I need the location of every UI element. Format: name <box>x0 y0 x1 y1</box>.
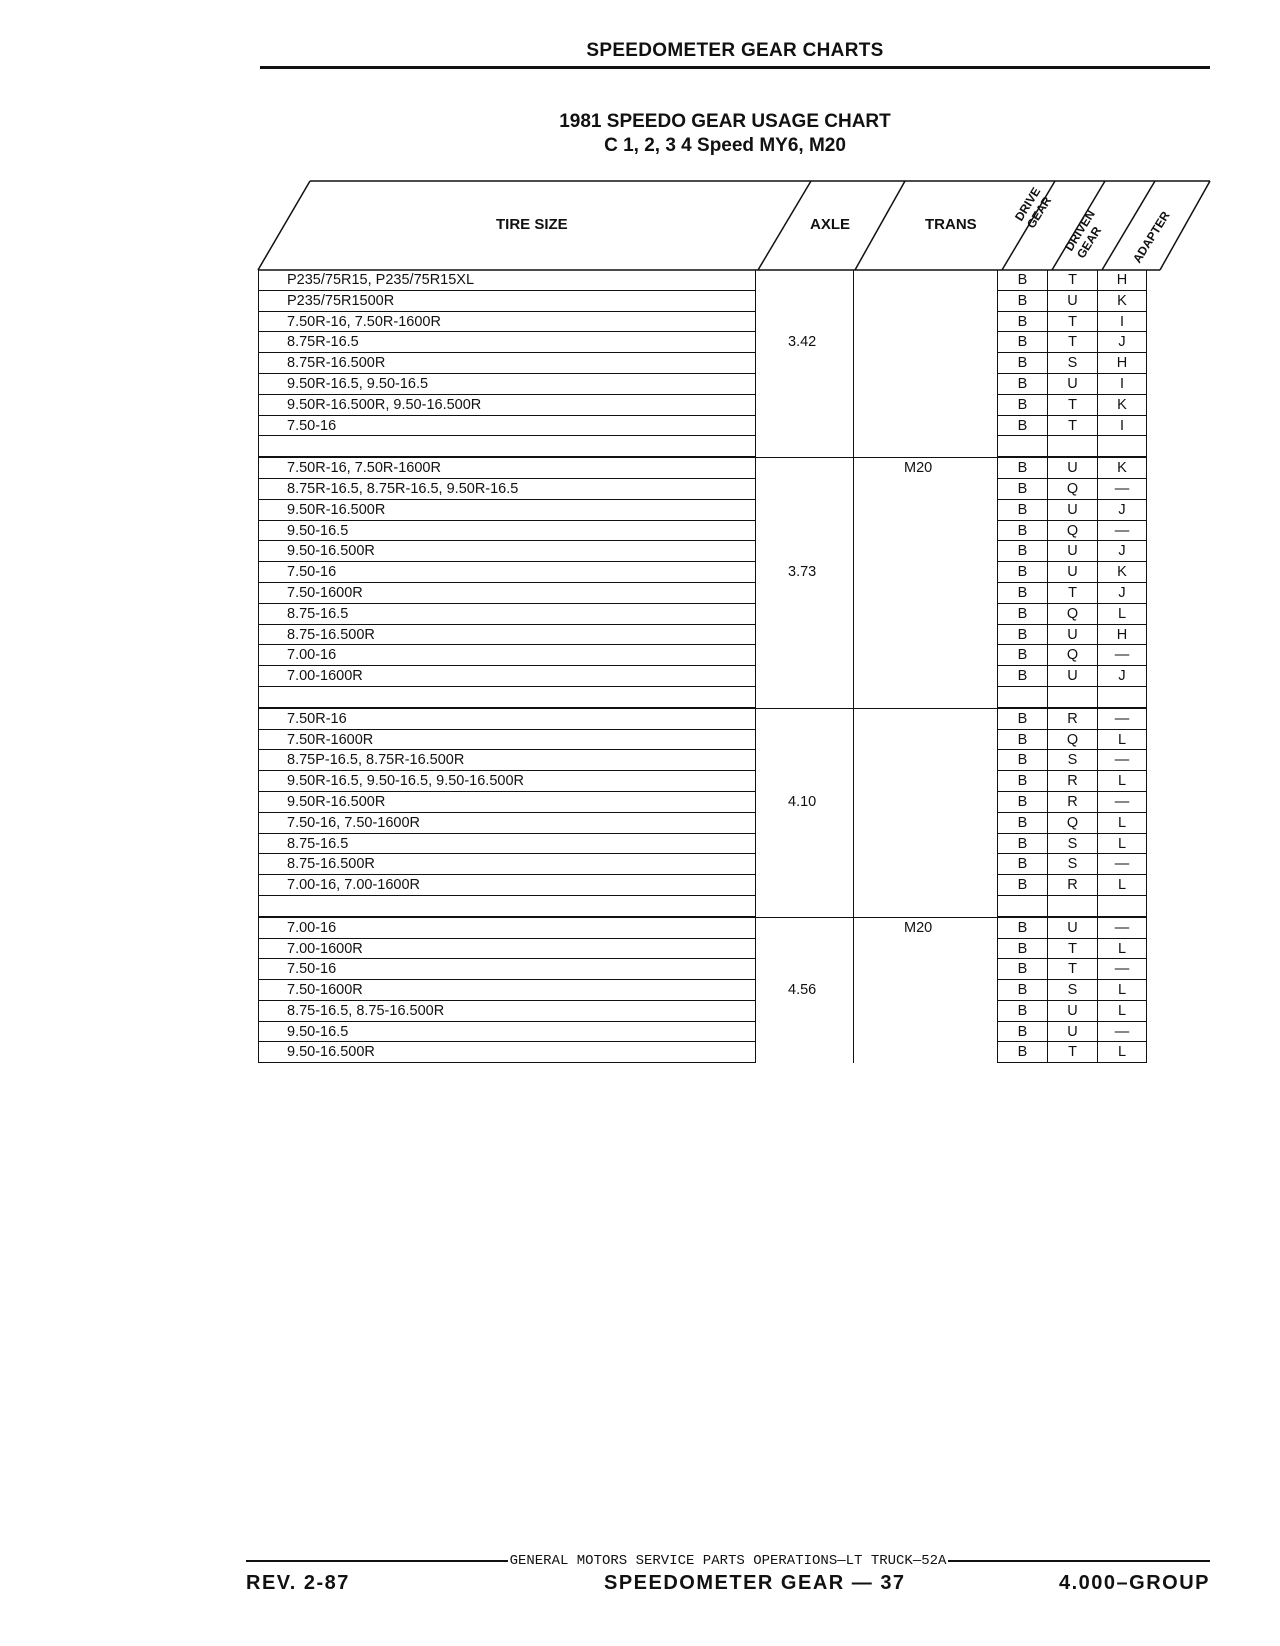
page-header: SPEEDOMETER GEAR CHARTS <box>586 40 884 61</box>
tire-size-cell: 8.75R-16.5 <box>259 332 755 353</box>
table-row <box>259 645 1147 666</box>
axle-cell <box>755 562 853 583</box>
trans-cell <box>853 312 997 333</box>
axle-cell <box>755 939 853 960</box>
tire-size-cell: 7.50R-16, 7.50R-1600R <box>259 458 755 479</box>
tire-size-cell: 7.00-1600R <box>259 939 755 960</box>
drive-gear-cell: B <box>997 750 1047 771</box>
driven-gear-cell: Q <box>1047 521 1097 542</box>
table-row <box>259 479 1147 500</box>
footer-group: 4.000–GROUP <box>1058 1572 1210 1594</box>
table-row <box>259 959 1147 980</box>
driven-gear-cell: U <box>1047 374 1097 395</box>
chart-title-line2: C 1, 2, 3 4 Speed MY6, M20 <box>604 135 846 156</box>
table-row <box>259 625 1147 646</box>
driven-gear-cell: Q <box>1047 813 1097 834</box>
axle-cell <box>755 479 853 500</box>
driven-gear-cell: T <box>1047 939 1097 960</box>
adapter-cell: I <box>1097 374 1147 395</box>
footer <box>246 1572 1210 1596</box>
tire-size-cell: 9.50-16.500R <box>259 541 755 562</box>
tire-size-cell: 8.75-16.5, 8.75-16.500R <box>259 1001 755 1022</box>
driven-gear-cell: R <box>1047 875 1097 896</box>
drive-gear-cell: B <box>997 645 1047 666</box>
adapter-cell: I <box>1097 312 1147 333</box>
drive-gear-cell: B <box>997 604 1047 625</box>
spacer-cell <box>755 687 853 708</box>
axle-cell <box>755 312 853 333</box>
drive-gear-cell: B <box>997 291 1047 312</box>
drive-gear-cell: B <box>997 541 1047 562</box>
spacer-cell <box>755 436 853 457</box>
axle-cell <box>755 730 853 751</box>
driven-gear-cell: U <box>1047 291 1097 312</box>
axle-cell <box>755 395 853 416</box>
adapter-cell: J <box>1097 666 1147 687</box>
tire-size-cell: 7.50-1600R <box>259 583 755 604</box>
tire-size-cell: 9.50-16.5 <box>259 521 755 542</box>
tire-size-cell: 9.50R-16.5, 9.50-16.5, 9.50-16.500R <box>259 771 755 792</box>
table-row <box>259 604 1147 625</box>
axle-cell <box>755 645 853 666</box>
adapter-cell: — <box>1097 479 1147 500</box>
adapter-cell: L <box>1097 730 1147 751</box>
tire-size-cell: 8.75R-16.5, 8.75R-16.5, 9.50R-16.5 <box>259 479 755 500</box>
trans-cell <box>853 939 997 960</box>
driven-gear-cell: T <box>1047 416 1097 437</box>
trans-cell <box>853 709 997 730</box>
spacer-cell <box>1047 436 1097 457</box>
drive-gear-cell: B <box>997 1001 1047 1022</box>
table-row <box>259 562 1147 583</box>
spacer-cell <box>259 687 755 708</box>
tire-size-cell: 7.00-16 <box>259 645 755 666</box>
axle-cell <box>755 1042 853 1063</box>
tire-size-cell: 8.75-16.5 <box>259 834 755 855</box>
adapter-cell: L <box>1097 1042 1147 1063</box>
axle-cell <box>755 270 853 291</box>
adapter-cell: — <box>1097 750 1147 771</box>
trans-cell <box>853 918 997 939</box>
trans-cell <box>853 875 997 896</box>
group-spacer-row <box>259 436 1147 457</box>
table-row <box>259 813 1147 834</box>
adapter-cell: L <box>1097 875 1147 896</box>
header-trans: TRANS <box>925 216 977 233</box>
header-tire-size: TIRE SIZE <box>496 216 568 233</box>
table-row <box>259 332 1147 353</box>
drive-gear-cell: B <box>997 332 1047 353</box>
trans-cell <box>853 270 997 291</box>
table-row <box>259 1022 1147 1043</box>
header-axle: AXLE <box>810 216 851 233</box>
axle-cell <box>755 291 853 312</box>
table-row <box>259 1042 1147 1063</box>
axle-cell <box>755 854 853 875</box>
adapter-cell: — <box>1097 792 1147 813</box>
trans-cell <box>853 353 997 374</box>
axle-cell <box>755 416 853 437</box>
axle-cell <box>755 834 853 855</box>
table-row <box>259 1001 1147 1022</box>
trans-cell <box>853 980 997 1001</box>
spacer-cell <box>1047 687 1097 708</box>
tire-size-cell: 9.50R-16.5, 9.50-16.5 <box>259 374 755 395</box>
adapter-cell: K <box>1097 562 1147 583</box>
table-row <box>259 521 1147 542</box>
driven-gear-cell: U <box>1047 1001 1097 1022</box>
trans-code: M20 <box>904 919 933 936</box>
driven-gear-cell: Q <box>1047 730 1097 751</box>
axle-ratio: 4.56 <box>788 982 817 999</box>
adapter-cell: — <box>1097 645 1147 666</box>
tire-size-cell: 9.50-16.5 <box>259 1022 755 1043</box>
axle-cell <box>755 353 853 374</box>
trans-cell <box>853 959 997 980</box>
trans-cell <box>853 1042 997 1063</box>
driven-gear-cell: T <box>1047 583 1097 604</box>
axle-cell <box>755 500 853 521</box>
table-row <box>259 270 1147 291</box>
trans-cell <box>853 291 997 312</box>
driven-gear-cell: U <box>1047 918 1097 939</box>
trans-cell <box>853 730 997 751</box>
axle-cell <box>755 374 853 395</box>
table-row <box>259 750 1147 771</box>
drive-gear-cell: B <box>997 562 1047 583</box>
trans-cell <box>853 479 997 500</box>
trans-cell <box>853 583 997 604</box>
table-row <box>259 312 1147 333</box>
driven-gear-cell: T <box>1047 312 1097 333</box>
tire-size-cell: 9.50R-16.500R <box>259 500 755 521</box>
spacer-cell <box>853 687 997 708</box>
tire-size-cell: 7.00-1600R <box>259 666 755 687</box>
axle-cell <box>755 918 853 939</box>
table-row <box>259 792 1147 813</box>
axle-cell <box>755 541 853 562</box>
table-row <box>259 457 1147 479</box>
table-row <box>259 291 1147 312</box>
drive-gear-cell: B <box>997 353 1047 374</box>
spacer-cell <box>259 436 755 457</box>
adapter-cell: J <box>1097 332 1147 353</box>
driven-gear-cell: R <box>1047 709 1097 730</box>
drive-gear-cell: B <box>997 1022 1047 1043</box>
driven-gear-cell: T <box>1047 1042 1097 1063</box>
drive-gear-cell: B <box>997 854 1047 875</box>
driven-gear-cell: R <box>1047 771 1097 792</box>
drive-gear-cell: B <box>997 416 1047 437</box>
adapter-cell: — <box>1097 521 1147 542</box>
table-row <box>259 583 1147 604</box>
trans-cell <box>853 374 997 395</box>
axle-cell <box>755 959 853 980</box>
header-driven-gear: DRIVEN GEAR <box>1062 207 1105 261</box>
tire-size-cell: 8.75-16.500R <box>259 625 755 646</box>
trans-cell <box>853 834 997 855</box>
adapter-cell: — <box>1097 918 1147 939</box>
footer-rev: REV. 2-87 <box>246 1572 350 1594</box>
axle-cell <box>755 666 853 687</box>
drive-gear-cell: B <box>997 583 1047 604</box>
drive-gear-cell: B <box>997 312 1047 333</box>
driven-gear-cell: S <box>1047 750 1097 771</box>
adapter-cell: L <box>1097 980 1147 1001</box>
axle-cell <box>755 709 853 730</box>
adapter-cell: L <box>1097 834 1147 855</box>
table-row <box>259 541 1147 562</box>
trans-cell <box>853 645 997 666</box>
trans-cell <box>853 792 997 813</box>
driven-gear-cell: U <box>1047 541 1097 562</box>
table-row <box>259 708 1147 730</box>
axle-ratio: 3.42 <box>788 334 817 351</box>
driven-gear-cell: T <box>1047 270 1097 291</box>
adapter-cell: J <box>1097 500 1147 521</box>
axle-cell <box>755 604 853 625</box>
drive-gear-cell: B <box>997 709 1047 730</box>
drive-gear-cell: B <box>997 792 1047 813</box>
spacer-cell <box>1047 896 1097 917</box>
table-row <box>259 917 1147 939</box>
tire-size-cell: 7.50-16 <box>259 416 755 437</box>
drive-gear-cell: B <box>997 875 1047 896</box>
trans-cell <box>853 666 997 687</box>
gear-usage-table <box>258 270 1147 1063</box>
tire-size-cell: 8.75P-16.5, 8.75R-16.500R <box>259 750 755 771</box>
trans-cell <box>853 771 997 792</box>
table-row <box>259 374 1147 395</box>
spacer-cell <box>1097 687 1147 708</box>
driven-gear-cell: Q <box>1047 604 1097 625</box>
adapter-cell: L <box>1097 771 1147 792</box>
driven-gear-cell: Q <box>1047 645 1097 666</box>
footer-rule <box>246 1553 1210 1569</box>
table-row <box>259 353 1147 374</box>
table-row <box>259 730 1147 751</box>
table-row <box>259 939 1147 960</box>
adapter-cell: H <box>1097 270 1147 291</box>
trans-cell <box>853 854 997 875</box>
spacer-cell <box>853 436 997 457</box>
trans-cell <box>853 813 997 834</box>
axle-cell <box>755 332 853 353</box>
driven-gear-cell: T <box>1047 959 1097 980</box>
tire-size-cell: 7.50-1600R <box>259 980 755 1001</box>
driven-gear-cell: U <box>1047 666 1097 687</box>
footer-center-text: GENERAL MOTORS SERVICE PARTS OPERATIONS—LT TRUCK—52A <box>509 1553 947 1569</box>
spacer-cell <box>755 896 853 917</box>
drive-gear-cell: B <box>997 395 1047 416</box>
adapter-cell: K <box>1097 458 1147 479</box>
spacer-cell <box>997 687 1047 708</box>
tire-size-cell: 7.50R-16, 7.50R-1600R <box>259 312 755 333</box>
axle-cell <box>755 458 853 479</box>
spacer-cell <box>259 896 755 917</box>
tire-size-cell: 7.50-16, 7.50-1600R <box>259 813 755 834</box>
adapter-cell: L <box>1097 939 1147 960</box>
adapter-cell: L <box>1097 604 1147 625</box>
axle-cell <box>755 792 853 813</box>
driven-gear-cell: U <box>1047 500 1097 521</box>
spacer-cell <box>1097 896 1147 917</box>
spacer-cell <box>1097 436 1147 457</box>
driven-gear-cell: S <box>1047 353 1097 374</box>
axle-cell <box>755 625 853 646</box>
axle-cell <box>755 1001 853 1022</box>
drive-gear-cell: B <box>997 980 1047 1001</box>
driven-gear-cell: U <box>1047 562 1097 583</box>
axle-cell <box>755 875 853 896</box>
drive-gear-cell: B <box>997 458 1047 479</box>
chart-title-line1: 1981 SPEEDO GEAR USAGE CHART <box>559 111 891 132</box>
axle-cell <box>755 750 853 771</box>
axle-cell <box>755 771 853 792</box>
driven-gear-cell: U <box>1047 458 1097 479</box>
drive-gear-cell: B <box>997 918 1047 939</box>
tire-size-cell: 7.50-16 <box>259 562 755 583</box>
table-row <box>259 416 1147 437</box>
tire-size-cell: 9.50R-16.500R, 9.50-16.500R <box>259 395 755 416</box>
trans-code: M20 <box>904 460 933 477</box>
drive-gear-cell: B <box>997 834 1047 855</box>
axle-cell <box>755 813 853 834</box>
table-row <box>259 666 1147 687</box>
axle-ratio: 3.73 <box>788 564 817 581</box>
drive-gear-cell: B <box>997 374 1047 395</box>
drive-gear-cell: B <box>997 479 1047 500</box>
axle-ratio: 4.10 <box>788 793 817 810</box>
trans-cell <box>853 750 997 771</box>
header-adapter: ADAPTER <box>1130 208 1173 266</box>
tire-size-cell: 7.50R-16 <box>259 709 755 730</box>
driven-gear-cell: S <box>1047 854 1097 875</box>
trans-cell <box>853 1001 997 1022</box>
adapter-cell: L <box>1097 1001 1147 1022</box>
drive-gear-cell: B <box>997 270 1047 291</box>
table-row <box>259 500 1147 521</box>
trans-cell <box>853 395 997 416</box>
driven-gear-cell: U <box>1047 625 1097 646</box>
adapter-cell: — <box>1097 959 1147 980</box>
table-row <box>259 875 1147 896</box>
axle-cell <box>755 521 853 542</box>
trans-cell <box>853 1022 997 1043</box>
tire-size-cell: 7.00-16 <box>259 918 755 939</box>
trans-cell <box>853 604 997 625</box>
adapter-cell: J <box>1097 583 1147 604</box>
trans-cell <box>853 458 997 479</box>
table-row <box>259 854 1147 875</box>
drive-gear-cell: B <box>997 939 1047 960</box>
driven-gear-cell: S <box>1047 834 1097 855</box>
trans-cell <box>853 500 997 521</box>
table-row <box>259 980 1147 1001</box>
adapter-cell: K <box>1097 291 1147 312</box>
drive-gear-cell: B <box>997 625 1047 646</box>
drive-gear-cell: B <box>997 771 1047 792</box>
tire-size-cell: 9.50-16.500R <box>259 1042 755 1063</box>
adapter-cell: — <box>1097 709 1147 730</box>
drive-gear-cell: B <box>997 521 1047 542</box>
table-row <box>259 834 1147 855</box>
adapter-cell: — <box>1097 854 1147 875</box>
driven-gear-cell: Q <box>1047 479 1097 500</box>
axle-cell <box>755 1022 853 1043</box>
adapter-cell: I <box>1097 416 1147 437</box>
table-row <box>259 395 1147 416</box>
driven-gear-cell: U <box>1047 1022 1097 1043</box>
spacer-cell <box>997 896 1047 917</box>
drive-gear-cell: B <box>997 666 1047 687</box>
drive-gear-cell: B <box>997 730 1047 751</box>
trans-cell <box>853 541 997 562</box>
trans-cell <box>853 625 997 646</box>
drive-gear-cell: B <box>997 959 1047 980</box>
group-spacer-row <box>259 896 1147 917</box>
driven-gear-cell: R <box>1047 792 1097 813</box>
tire-size-cell: P235/75R1500R <box>259 291 755 312</box>
tire-size-cell: 8.75-16.500R <box>259 854 755 875</box>
adapter-cell: H <box>1097 625 1147 646</box>
axle-cell <box>755 980 853 1001</box>
tire-size-cell: P235/75R15, P235/75R15XL <box>259 270 755 291</box>
driven-gear-cell: S <box>1047 980 1097 1001</box>
adapter-cell: K <box>1097 395 1147 416</box>
trans-cell <box>853 562 997 583</box>
adapter-cell: H <box>1097 353 1147 374</box>
tire-size-cell: 8.75R-16.500R <box>259 353 755 374</box>
adapter-cell: L <box>1097 813 1147 834</box>
driven-gear-cell: T <box>1047 332 1097 353</box>
footer-page-label: SPEEDOMETER GEAR — 37 <box>604 1572 906 1594</box>
adapter-cell: — <box>1097 1022 1147 1043</box>
driven-gear-cell: T <box>1047 395 1097 416</box>
tire-size-cell: 7.00-16, 7.00-1600R <box>259 875 755 896</box>
trans-cell <box>853 416 997 437</box>
axle-cell <box>755 583 853 604</box>
tire-size-cell: 7.50R-1600R <box>259 730 755 751</box>
group-spacer-row <box>259 687 1147 708</box>
adapter-cell: J <box>1097 541 1147 562</box>
tire-size-cell: 8.75-16.5 <box>259 604 755 625</box>
table-row <box>259 771 1147 792</box>
spacer-cell <box>853 896 997 917</box>
tire-size-cell: 7.50-16 <box>259 959 755 980</box>
trans-cell <box>853 521 997 542</box>
spacer-cell <box>997 436 1047 457</box>
trans-cell <box>853 332 997 353</box>
drive-gear-cell: B <box>997 813 1047 834</box>
drive-gear-cell: B <box>997 500 1047 521</box>
drive-gear-cell: B <box>997 1042 1047 1063</box>
header-drive-gear: DRIVE GEAR <box>1012 184 1055 231</box>
tire-size-cell: 9.50R-16.500R <box>259 792 755 813</box>
